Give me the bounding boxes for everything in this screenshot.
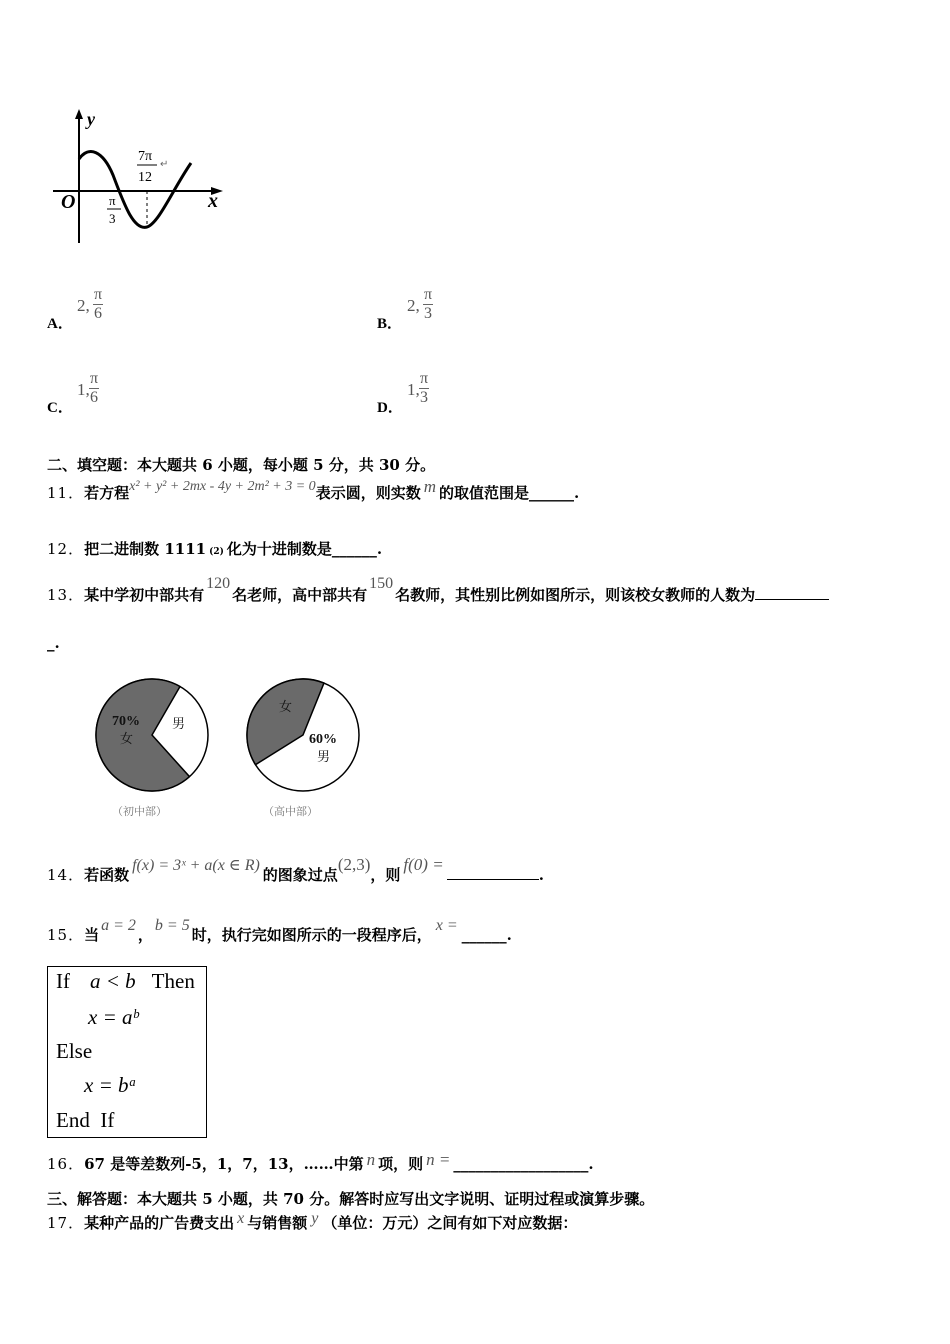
q13-n1: 120 xyxy=(206,575,231,592)
q15-text2: 时，执行完如图所示的一段程序后， xyxy=(191,926,432,944)
q15-b: b = 5 xyxy=(154,917,190,934)
graph-x-label: x xyxy=(208,190,218,212)
q15-comma: ， xyxy=(137,926,153,944)
q13-text3: 名教师，其性别比例如图所示，则该校女教师的人数为 xyxy=(395,586,756,604)
program-line4: x = bᵃ xyxy=(84,1073,137,1097)
sine-curve xyxy=(79,152,191,228)
question-12 xyxy=(47,538,382,559)
q17-text3: （单位：万元）之间有如下对应数据： xyxy=(322,1214,578,1232)
option-d-letter: D． xyxy=(377,400,403,416)
q17-y: y xyxy=(311,1210,319,1227)
question-11 xyxy=(47,477,580,503)
q14-tail: . xyxy=(538,866,544,884)
q17-x: x xyxy=(237,1210,245,1227)
section3-heading: 三、解答题：本大题共 5 小题，共 70 分。解答时应写出文字说明、证明过程或演算步骤。 xyxy=(47,1190,655,1208)
q13-tail: _. xyxy=(47,634,60,652)
q15-text1: 当 xyxy=(84,926,100,944)
pie-junior-female-pct: 70% xyxy=(112,714,140,729)
q14-function: f(x) = 3ˣ + a(x ∈ R) xyxy=(132,857,260,874)
sine-graph xyxy=(45,105,235,245)
q14-point: (2,3) xyxy=(337,855,371,874)
option-a-letter: A． xyxy=(47,316,73,332)
q16-text2: 项，则 xyxy=(378,1155,424,1173)
q13-answer-blank[interactable] xyxy=(755,585,829,600)
graph-tick1-num: π xyxy=(109,193,116,208)
q11-number: 11． xyxy=(47,484,85,502)
q14-answer-blank[interactable] xyxy=(447,865,539,880)
program-line3: Else xyxy=(56,1039,93,1063)
option-d-prefix: 1, xyxy=(407,380,420,399)
graph-tick1-den: 3 xyxy=(109,211,116,226)
q14-ask: f(0) = xyxy=(403,855,444,874)
q12-subscript: (2) xyxy=(209,547,224,557)
q14-number: 14． xyxy=(47,866,85,884)
option-d-fraction: $\frac{\pi}{3}$ xyxy=(420,370,429,406)
graph-y-label: y xyxy=(87,109,95,129)
pie-senior xyxy=(245,675,369,825)
q16-number: 16． xyxy=(47,1155,85,1173)
q11-text3: 的取值范围是______. xyxy=(438,484,580,502)
pie-junior-caption: （初中部） xyxy=(112,805,167,818)
pie-senior-caption: （高中部） xyxy=(263,805,318,818)
q11-text2: 表示圆，则实数 xyxy=(315,484,421,502)
q13-text1: 某中学初中部共有 xyxy=(84,586,205,604)
option-b-letter: B． xyxy=(377,316,403,332)
q14-text2: 的图象过点 xyxy=(262,866,338,884)
option-c-letter: C． xyxy=(47,400,73,416)
section2-heading: 二、填空题：本大题共 6 小题，每小题 5 分，共 30 分。 xyxy=(47,456,436,474)
option-b-fraction: $\frac{\pi}{3}$ xyxy=(424,286,433,322)
q16-text1: 67 是等差数列-5，1，7，13，……中第 xyxy=(84,1155,364,1173)
q13-number: 13． xyxy=(47,586,85,604)
q12-number: 12． xyxy=(47,540,85,558)
q13-text2: 名老师，高中部共有 xyxy=(232,586,368,604)
q15-number: 15． xyxy=(47,926,85,944)
pie-senior-male-pct: 60% xyxy=(309,732,337,747)
pie-senior-female-label: 女 xyxy=(279,700,293,715)
q16-ask: n = xyxy=(426,1150,451,1169)
pie-junior-female-label: 女 xyxy=(120,732,134,747)
option-c-prefix: 1, xyxy=(77,380,90,399)
q17-number: 17． xyxy=(47,1214,85,1232)
question-15 xyxy=(47,917,512,945)
program-line1: If a < b Then xyxy=(56,969,195,993)
q15-a: a = 2 xyxy=(101,917,136,934)
option-b-prefix: 2, xyxy=(407,296,420,315)
question-14 xyxy=(47,855,544,885)
graph-tick2-den: 12 xyxy=(138,170,152,185)
question-16 xyxy=(47,1150,594,1174)
option-c-fraction: $\frac{\pi}{6}$ xyxy=(90,370,99,406)
q17-text2: 与销售额 xyxy=(247,1214,308,1232)
graph-tick2-num: 7π xyxy=(138,149,153,164)
option-a-prefix: 2, xyxy=(77,296,90,315)
question-17 xyxy=(47,1212,577,1233)
pie-junior-male-label: 男 xyxy=(172,717,186,732)
q11-text1: 若方程 xyxy=(84,484,130,502)
question-13 xyxy=(47,575,829,605)
q14-text1: 若函数 xyxy=(84,866,130,884)
pie-senior-male-label: 男 xyxy=(317,750,331,765)
q14-text3: ，则 xyxy=(370,866,401,884)
option-a-fraction: $\frac{\pi}{6}$ xyxy=(94,286,103,322)
q15-x: x = xyxy=(435,917,458,934)
program-line2: x = aᵇ xyxy=(88,1005,139,1029)
q12-text1: 把二进制数 1111 xyxy=(84,540,207,558)
pie-junior xyxy=(92,675,216,825)
program-line5: End If xyxy=(56,1108,115,1132)
q11-equation: x² + y² + 2mx - 4y + 2m² + 3 = 0 xyxy=(129,479,316,494)
q16-tail: __________________. xyxy=(453,1155,594,1173)
q13-n2: 150 xyxy=(369,575,394,592)
q11-var: m xyxy=(423,477,436,496)
q15-tail: ______. xyxy=(461,926,512,944)
graph-origin-label: O xyxy=(61,191,76,213)
q17-text1: 某种产品的广告费支出 xyxy=(84,1214,235,1232)
q12-text2: 化为十进制数是______. xyxy=(226,540,383,558)
return-mark-icon: ↵ xyxy=(160,159,169,170)
program-box xyxy=(47,966,207,1138)
graph-y-arrow xyxy=(75,109,83,119)
q16-var: n xyxy=(366,1150,376,1169)
